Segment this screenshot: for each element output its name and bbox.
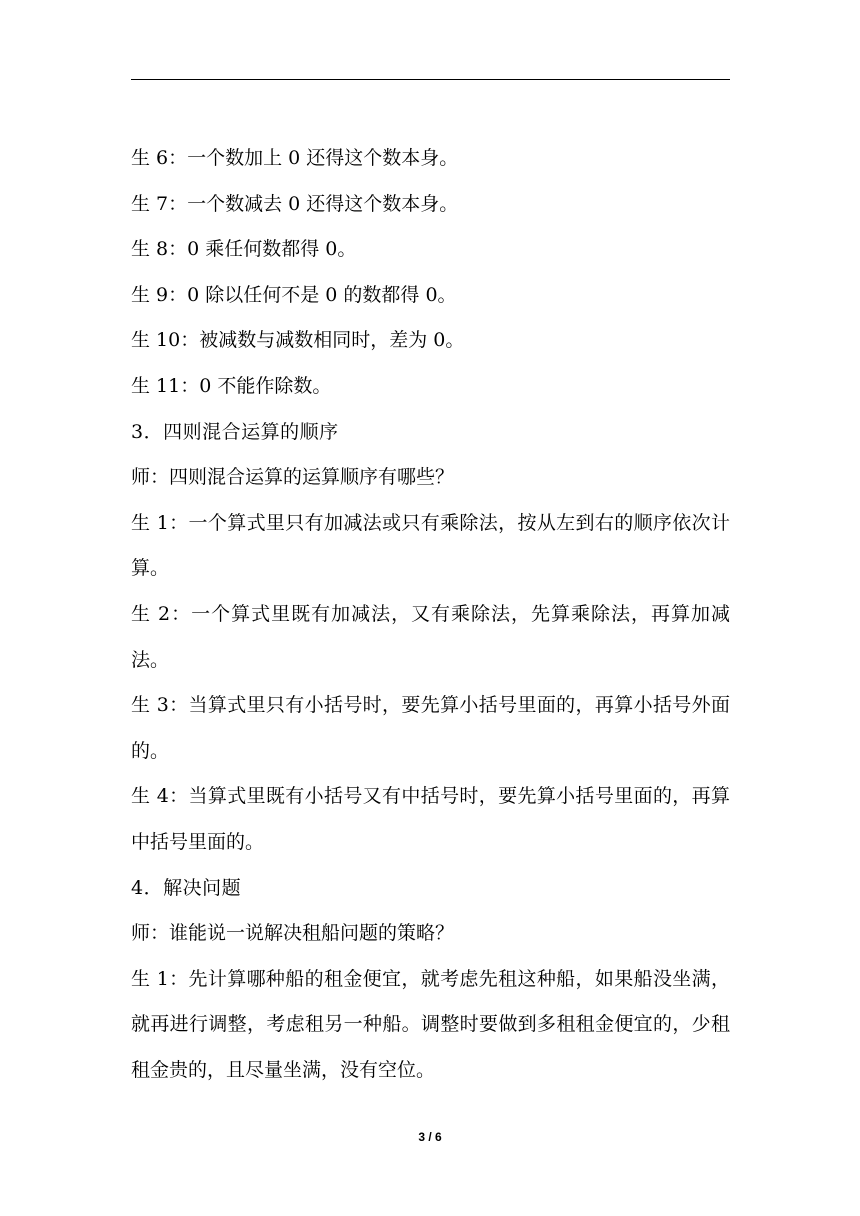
paragraph-teacher-question-boat: 师：谁能说一说解决租船问题的策略？ xyxy=(131,922,455,945)
document-body xyxy=(131,136,730,1093)
paragraph-student-9: 生 9：0 除以任何不是 0 的数都得 0。 xyxy=(131,283,457,306)
paragraph-student-6: 生 6：一个数加上 0 还得这个数本身。 xyxy=(131,147,459,169)
paragraph-student-7: 生 7：一个数减去 0 还得这个数本身。 xyxy=(131,192,459,215)
paragraph-student-3-order: 生 3：当算式里只有小括号时，要先算小括号里面的，再算小括号外面的。 xyxy=(131,694,730,762)
paragraph-student-1-order: 生 1：一个算式里只有加减法或只有乘除法，按从左到右的顺序依次计算。 xyxy=(131,511,730,580)
paragraph-student-4-order: 生 4：当算式里既有小括号又有中括号时，要先算小括号里面的，再算中括号里面的。 xyxy=(131,785,730,853)
paragraph-student-1-boat: 生 1：先计算哪种船的租金便宜，就考虑先租这种船，如果船没坐满，就再进行调整，考虑租另一种船。调整时要做到多租租金便宜的，少租租金贵的，且尽量坐满，没有空位。 xyxy=(131,967,730,1081)
page-number: 3 / 6 xyxy=(418,1130,442,1144)
paragraph-student-10: 生 10：被减数与减数相同时，差为 0。 xyxy=(131,329,465,352)
section-heading-order-of-operations: 3．四则混合运算的顺序 xyxy=(131,420,339,443)
section-heading-problem-solving: 4．解决问题 xyxy=(131,876,242,899)
paragraph-student-2-order: 生 2：一个算式里既有加减法，又有乘除法，先算乘除法，再算加减法。 xyxy=(131,602,730,671)
paragraph-teacher-question-order: 师：四则混合运算的运算顺序有哪些？ xyxy=(131,466,455,489)
paragraph-student-8: 生 8：0 乘任何数都得 0。 xyxy=(131,238,357,261)
header-rule xyxy=(131,79,730,80)
paragraph-student-11: 生 11：0 不能作除数。 xyxy=(131,374,332,397)
